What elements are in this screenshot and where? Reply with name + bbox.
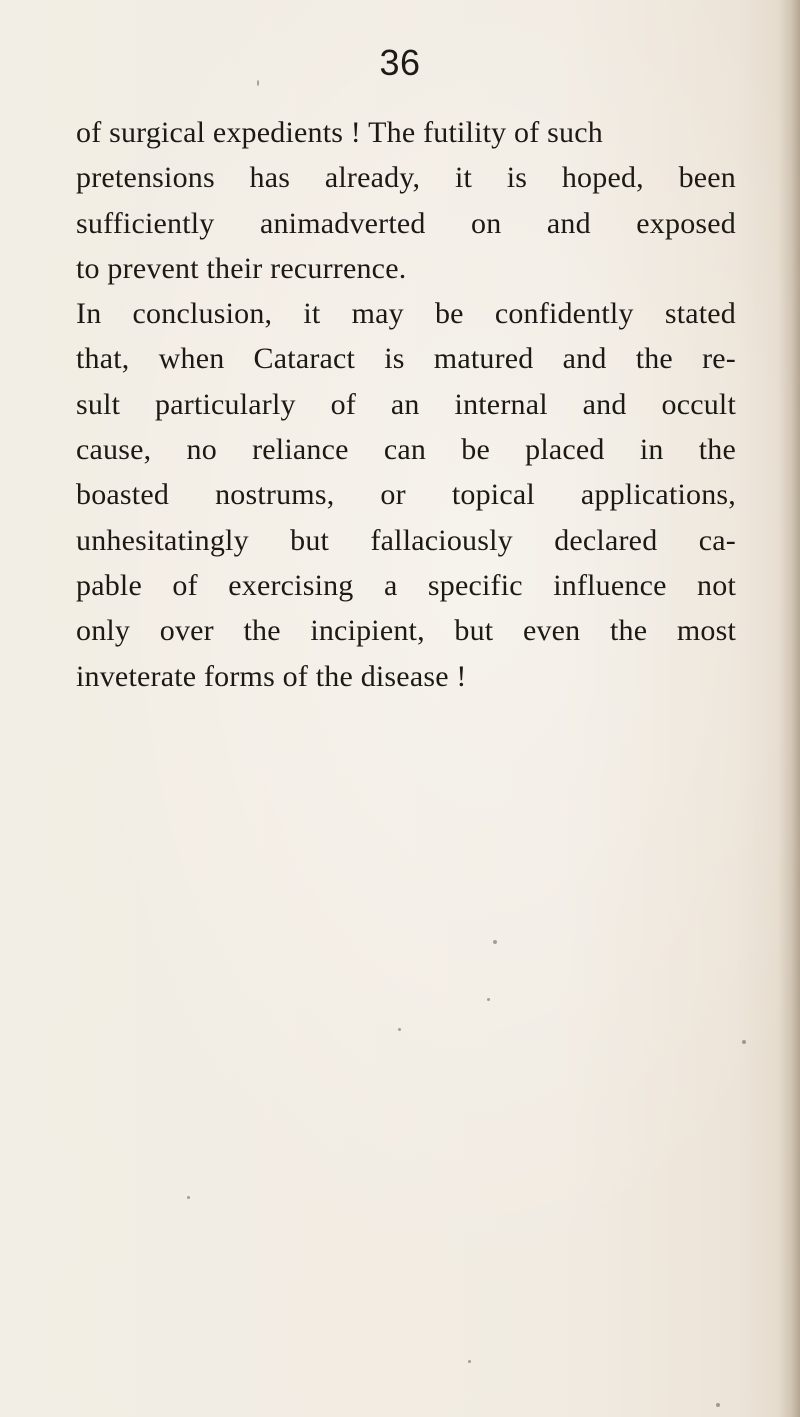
page-number: 36: [379, 42, 421, 83]
paper-speck: [398, 1028, 401, 1031]
text-line: unhesitatingly but fallaciously declared ca-: [76, 523, 736, 557]
paper-speck: [742, 1040, 746, 1044]
paper-speck: [187, 1196, 190, 1199]
text-line: to prevent their recurrence.: [76, 251, 407, 285]
text-line: boasted nostrums, or topical applications,: [76, 478, 736, 512]
text-line: of surgical expedients ! The futility of such: [76, 116, 603, 149]
paper-speck: [257, 80, 259, 86]
page-edge-shadow: [778, 0, 800, 1417]
paper-speck: [493, 940, 497, 944]
text-line: In conclusion, it may be confidently stated: [76, 297, 736, 331]
body-text: [76, 110, 736, 699]
text-line: cause, no reliance can be placed in the: [76, 433, 736, 467]
text-line: pable of exercising a specific influence not: [76, 568, 736, 602]
text-line: sufficiently animadverted on and exposed: [76, 206, 736, 240]
paper-speck: [716, 1403, 720, 1407]
text-line: sult particularly of an internal and occult: [76, 387, 736, 421]
text-line: pretensions has already, it is hoped, been: [76, 161, 736, 195]
text-line: that, when Cataract is matured and the re-: [76, 342, 736, 376]
paper-speck: [487, 998, 490, 1001]
text-line: only over the incipient, but even the most: [76, 614, 736, 648]
paper-speck: [468, 1360, 471, 1363]
text-line: inveterate forms of the disease !: [76, 659, 467, 693]
